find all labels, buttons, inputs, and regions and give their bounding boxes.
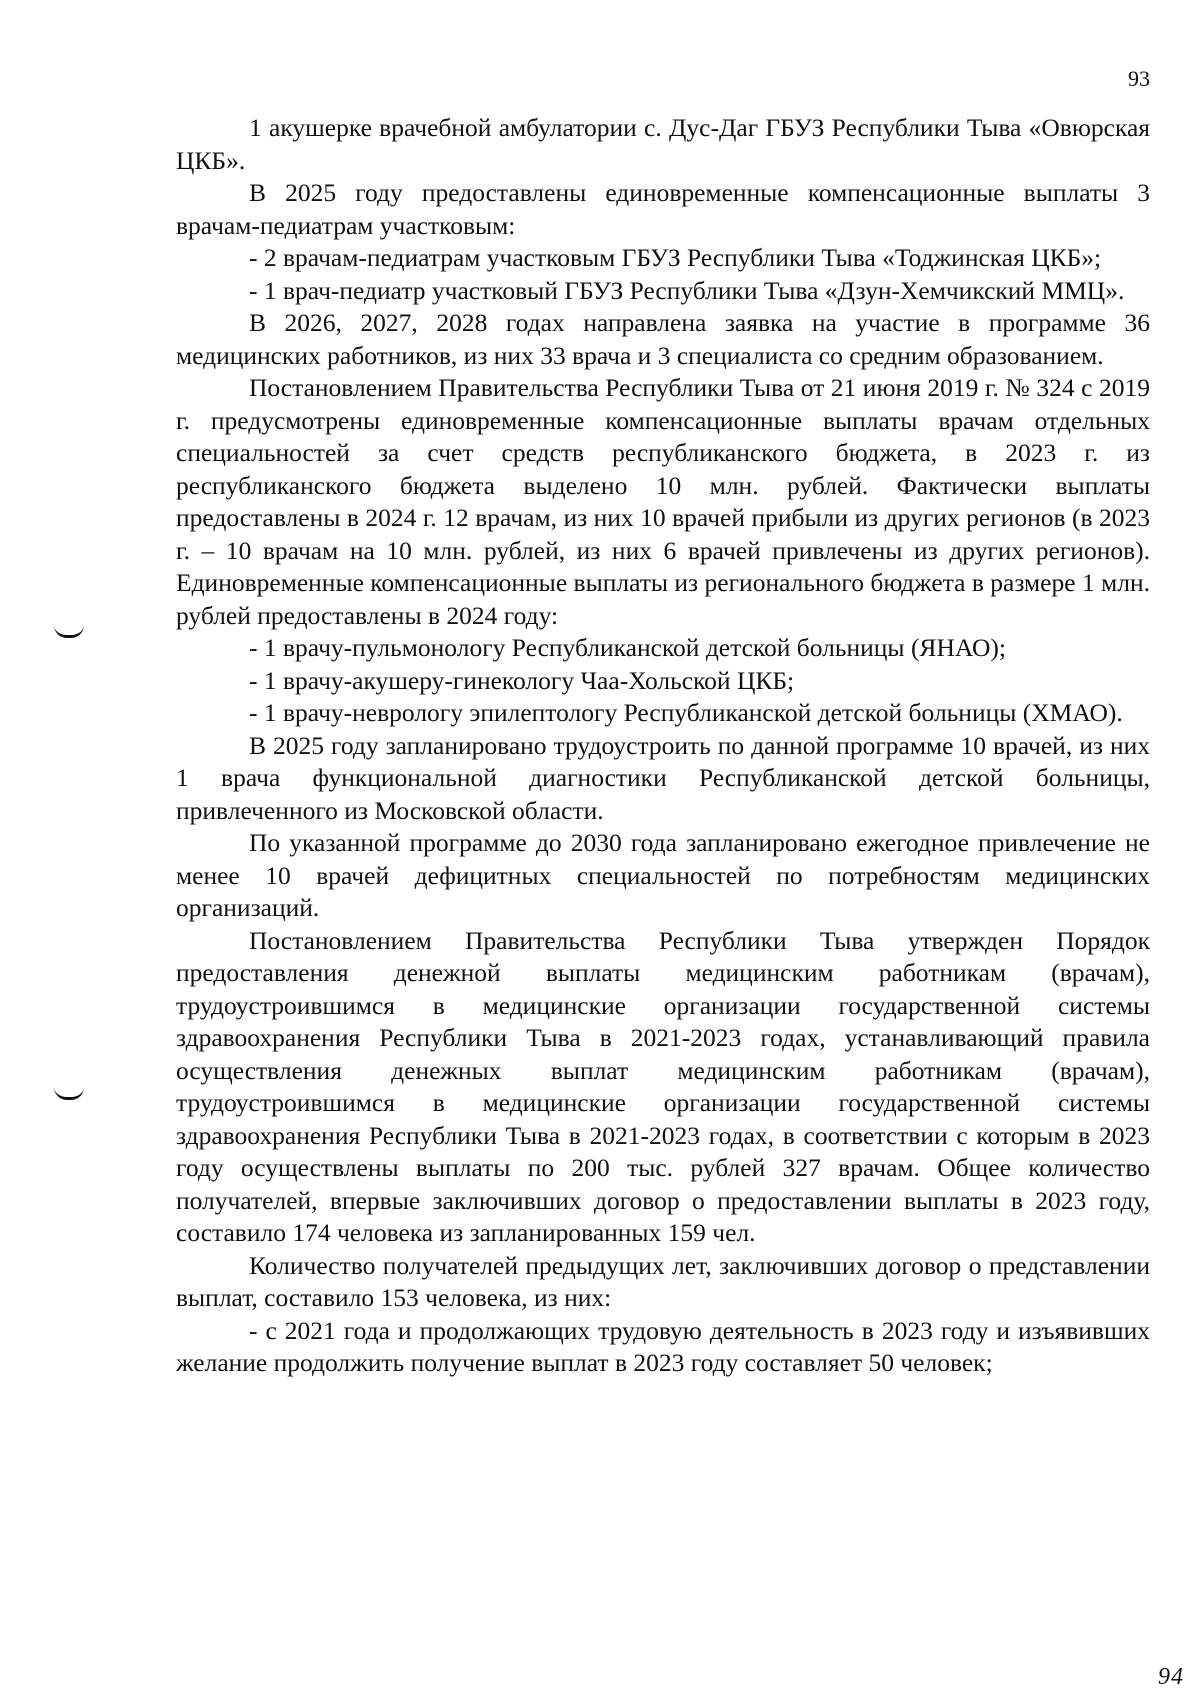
list-item: - 1 врачу-акушеру-гинекологу Чаа-Хольской ЦКБ;	[249, 665, 795, 695]
margin-check-mark	[54, 625, 84, 638]
list-item: - 1 врач-педиатр участковый ГБУЗ Республики Тыва «Дзун-Хемчикский ММЦ».	[249, 275, 1125, 305]
paragraph: В 2025 году предоставлены единовременные компенсационные выплаты 3 врачам-педиатрам участковым:	[176, 178, 1150, 240]
list-item: - 2 врачам-педиатрам участковым ГБУЗ Республики Тыва «Тоджинская ЦКБ»;	[249, 243, 1102, 272]
paragraph: В 2025 году запланировано трудоустроить по данной программе 10 врачей, из них 1 врача функциональной диагностики Республиканской детской больницы, привлеченного из Московской области.	[176, 730, 1150, 825]
paragraph: Постановлением Правительства Республики Тыва утвержден Порядок предоставления денежной выплаты медицинским работникам (врачам), трудоустроившимся в медицинские организации государственной системы здравоохранения Республики Тыва в 2021-2023 годах, устанавливающий правила осуществления денежных выплат медицинским работникам (врачам), трудоустроившимся в медицинские организации государственной системы здравоохранения Республики Тыва в 2021-2023 годах, в соответствии с которым в 2023 году осуществлены выплаты по 200 тыс. рублей 327 врачам. Общее количество получателей, впервые заключивших договор о предоставлении выплаты в 2023 году, составило 174 человека из запланированных 159 чел.	[176, 925, 1150, 1247]
paragraph: Количество получателей предыдущих лет, заключивших договор о представлении выплат, составило 153 человека, из них:	[176, 1250, 1150, 1312]
margin-check-mark	[54, 1087, 84, 1100]
paragraph: По указанной программе до 2030 года запланировано ежегодное привлечение не менее 10 врачей дефицитных специальностей по потребностям медицинских организаций.	[176, 828, 1150, 922]
handwritten-page-number: 94	[1158, 1664, 1184, 1690]
list-item: - 1 врачу-пульмонологу Республиканской детской больницы (ЯНАО);	[249, 633, 1006, 662]
page-number: 93	[1128, 66, 1150, 91]
paragraph: Постановлением Правительства Республики Тыва от 21 июня 2019 г. № 324 с 2019 г. предусмотрены единовременные компенсационные выплаты врачам отдельных специальностей за счет средств республиканского бюджета, в 2023 г. из республиканского бюджета выделено 10 млн. рублей. Фактически выплаты предоставлены в 2024 г. 12 врачам, из них 10 врачей прибыли из других регионов (в 2023 г. – 10 врачам на 10 млн. рублей, из них 6 врачей привлечены из других регионов). Единовременные компенсационные выплаты из регионального бюджета в размере 1 млн. рублей предоставлены в 2024 году:	[176, 373, 1150, 630]
list-item: - 1 врачу-неврологу эпилептологу Республиканской детской больницы (ХМАО).	[249, 698, 1123, 727]
document-body	[176, 112, 1150, 1380]
list-item: - с 2021 года и продолжающих трудовую деятельность в 2023 году и изъявивших желание продолжить получение выплат в 2023 году составляет 50 человек;	[176, 1315, 1150, 1377]
paragraph: 1 акушерке врачебной амбулатории с. Дус-Даг ГБУЗ Республики Тыва «Овюрская ЦКБ».	[176, 113, 1150, 175]
paragraph: В 2026, 2027, 2028 годах направлена заявка на участие в программе 36 медицинских работников, из них 33 врача и 3 специалиста со средним образованием.	[176, 308, 1150, 370]
